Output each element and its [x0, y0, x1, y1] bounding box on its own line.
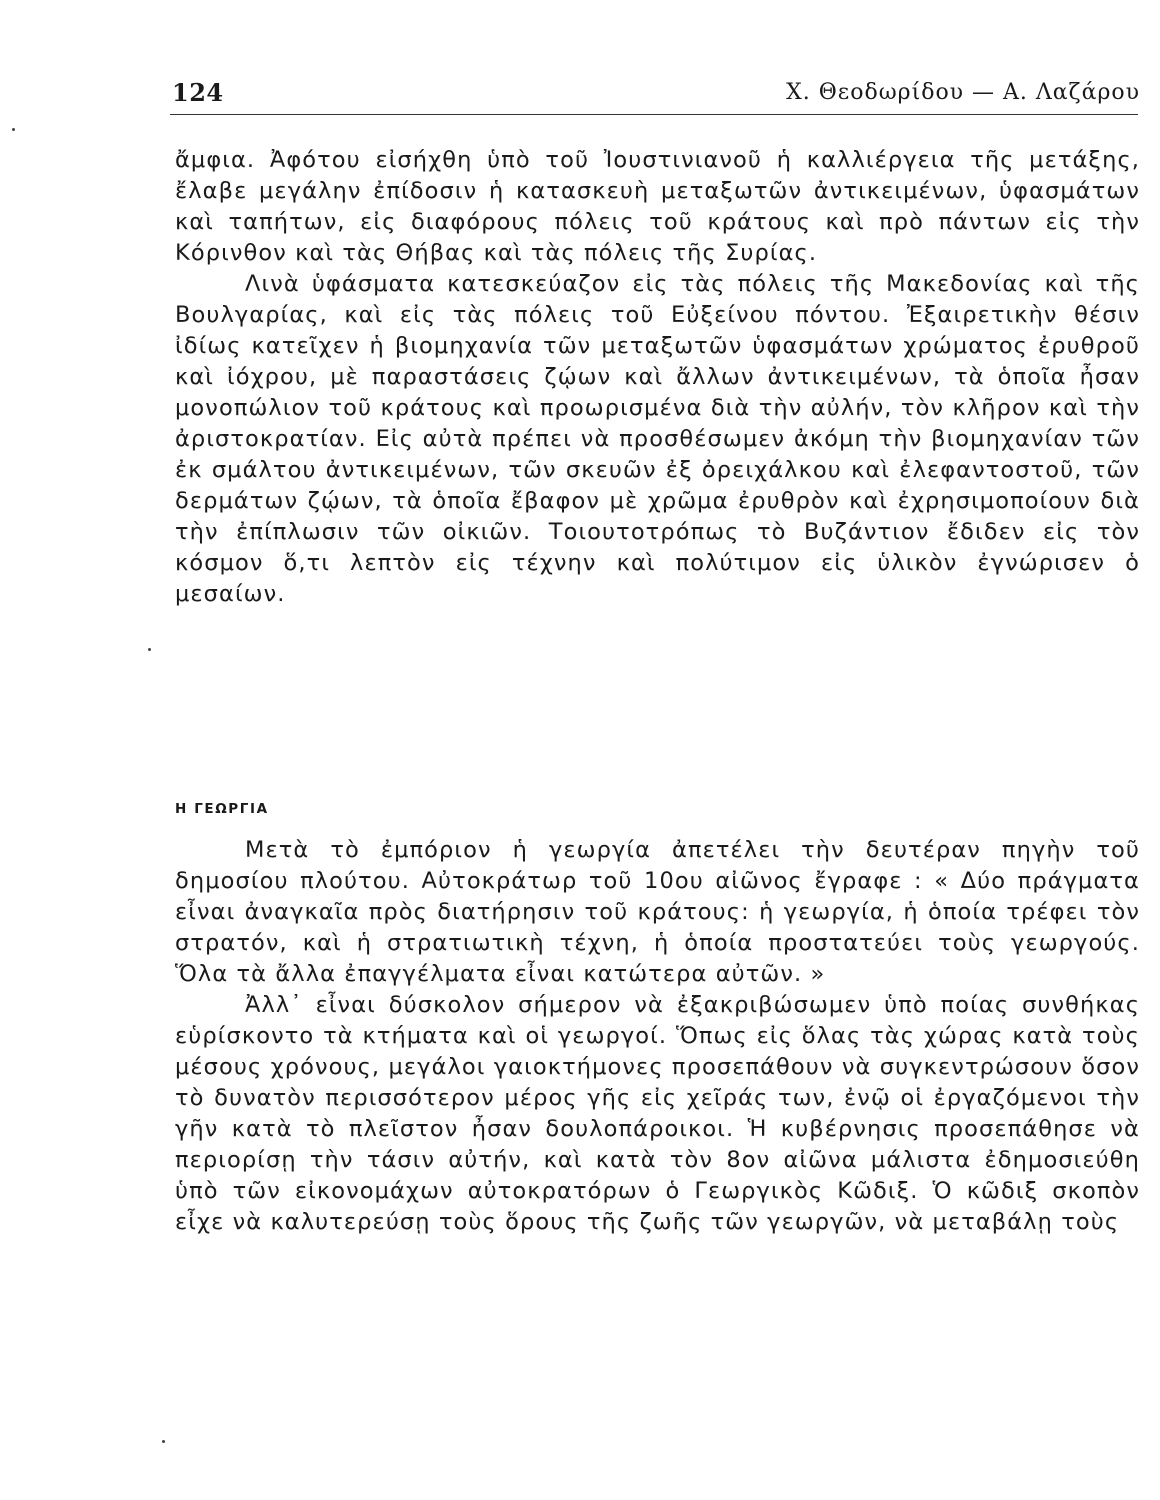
paragraph: ἄμφια. Ἀφότου εἰσήχθη ὑπὸ τοῦ Ἰουστινιανοῦ ἡ καλλιέργεια τῆς μετάξης, ἔλαβε μεγάλην ἐπίδοσιν ἡ κατασκευὴ μεταξωτῶν ἀντικειμένων, ὑφασμάτων καὶ ταπήτων, εἰς διαφόρους πόλεις τοῦ κράτους καὶ πρὸ πάντων εἰς τὴν Κόρινθον καὶ τὰς Θήβας καὶ τὰς πόλεις τῆς Συρίας. [175, 147, 1140, 266]
paragraph: Ἀλλ᾽ εἶναι δύσκολον σήμερον νὰ ἐξακριβώσωμεν ὑπὸ ποίας συνθήκας εὑρίσκοντο τὰ κτήματα καὶ οἱ γεωργοί. Ὅπως εἰς ὅλας τὰς χώρας κατὰ τοὺς μέσους χρόνους, μεγάλοι γαιοκτήμονες προσεπάθουν νὰ συγκεντρώσουν ὅσον τὸ δυνατὸν περισσότερον μέρος γῆς εἰς χεῖράς των, ἐνῷ οἱ ἐργαζόμενοι τὴν γῆν κατὰ τὸ πλεῖστον ἦσαν δουλοπάροικοι. Ἡ κυβέρνησις προσεπάθησε νὰ περιορίσῃ τὴν τάσιν αὐτήν, καὶ κατὰ τὸν 8ον αἰῶνα μάλιστα ἐδημοσιεύθη ὑπὸ τῶν εἰκονομάχων αὐτοκρατόρων ὁ Γεωργικὸς Κῶδιξ. Ὁ κῶδιξ σκοπὸν εἶχε νὰ καλυτερεύσῃ τοὺς ὅρους τῆς ζωῆς τῶν γεωργῶν, νὰ μεταβάλῃ τοὺς [175, 992, 1140, 1235]
page-number: 124 [172, 78, 224, 107]
paragraph: Λινὰ ὑφάσματα κατεσκεύαζον εἰς τὰς πόλεις τῆς Μακεδονίας καὶ τῆς Βουλγαρίας, καὶ εἰς τὰς πόλεις τοῦ Εὐξείνου πόντου. Ἐξαιρετικὴν θέσιν ἰδίως κατεῖχεν ἡ βιομηχανία τῶν μεταξωτῶν ὑφασμάτων χρώματος ἐρυθροῦ καὶ ἰόχρου, μὲ παραστάσεις ζῴων καὶ ἄλλων ἀντικειμένων, τὰ ὁποῖα ἦσαν μονοπώλιον τοῦ κράτους καὶ προωρισμένα διὰ τὴν αὐλήν, τὸν κλῆρον καὶ τὴν ἀριστοκρατίαν. Εἰς αὐτὰ πρέπει νὰ προσθέσωμεν ἀκόμη τὴν βιομηχανίαν τῶν ἐκ σμάλτου ἀντικειμένων, τῶν σκευῶν ἐξ ὀρειχάλκου καὶ ἐλεφαντοστοῦ, τῶν δερμάτων ζῴων, τὰ ὁποῖα ἔβαφον μὲ χρῶμα ἐρυθρὸν καὶ ἐχρησιμοποίουν διὰ τὴν ἐπίπλωσιν τῶν οἰκιῶν. Τοιουτοτρόπως τὸ Βυζάντιον ἔδιδεν εἰς τὸν κόσμον ὅ,τι λεπτὸν εἰς τέχνην καὶ πολύτιμον εἰς ὑλικὸν ἐγνώρισεν ὁ μεσαίων. [175, 271, 1140, 607]
section-text [175, 835, 1140, 1238]
margin-speck [162, 1440, 165, 1443]
paragraph: Μετὰ τὸ ἐμπόριον ἡ γεωργία ἀπετέλει τὴν δευτέραν πηγὴν τοῦ δημοσίου πλούτου. Αὐτοκράτωρ τοῦ 10ου αἰῶνος ἔγραφε : « Δύο πράγματα εἶναι ἀναγκαῖα πρὸς διατήρησιν τοῦ κράτους: ἡ γεωργία, ἡ ὁποία τρέφει τὸν στρατόν, καὶ ἡ στρατιωτικὴ τέχνη, ἡ ὁποία προστατεύει τοὺς γεωργούς. Ὅλα τὰ ἄλλα ἐπαγγέλματα εἶναι κατώτερα αὐτῶν. » [175, 837, 1140, 987]
body-text [175, 145, 1140, 610]
margin-speck [12, 128, 15, 131]
margin-speck [148, 648, 151, 651]
running-head: Χ. Θεοδωρίδου — Α. Λαζάρου [786, 80, 1140, 105]
section-heading: Η ΓΕΩΡΓΙΑ [175, 801, 269, 817]
header-rule [170, 114, 1138, 115]
